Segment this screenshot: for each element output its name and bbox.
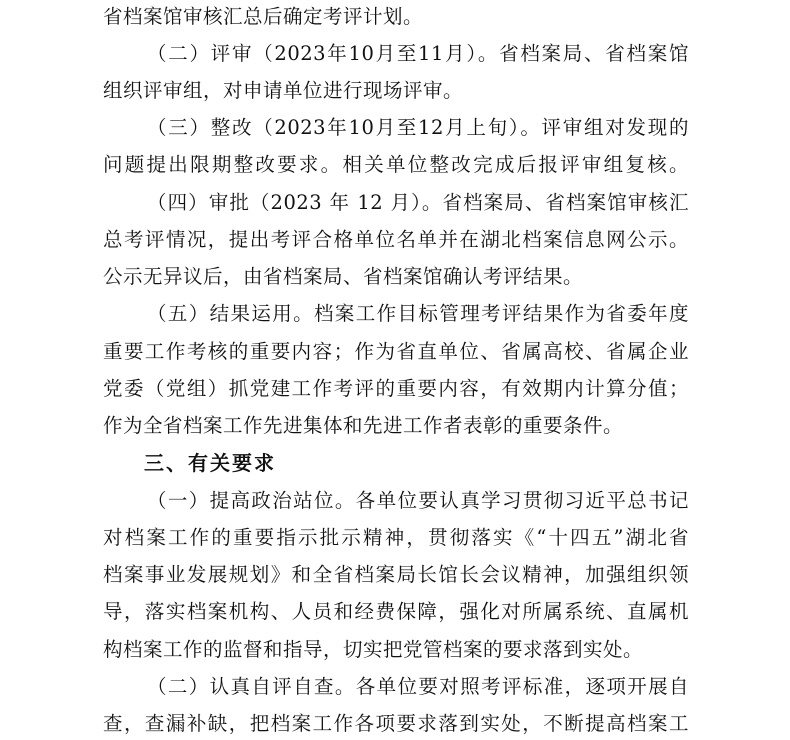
text-line: （三）整改（2023年10月至12月上旬）。评审组对发现的 — [147, 116, 689, 139]
text-line: 查，查漏补缺，把档案工作各项要求落到实处，不断提高档案工 — [103, 712, 689, 735]
text-line: （五）结果运用。档案工作目标管理考评结果作为省委年度 — [147, 302, 689, 325]
text-line: （一）提高政治站位。各单位要认真学习贯彻习近平总书记 — [147, 489, 689, 512]
text-line: （四）审批（2023 年 12 月）。省档案局、省档案馆审核汇 — [147, 191, 689, 214]
section-heading: 三、有关要求 — [144, 451, 276, 475]
text-line: 构档案工作的监督和指导，切实把党管档案的要求落到实处。 — [103, 638, 644, 661]
text-line: 重要工作考核的重要内容；作为省直单位、省属高校、省属企业 — [103, 340, 689, 363]
text-line: 公示无异议后，由省档案局、省档案馆确认考评结果。 — [103, 265, 584, 288]
text-line: 作为全省档案工作先进集体和先进工作者表彰的重要条件。 — [103, 414, 624, 437]
text-line: （二）评审（2023年10月至11月）。省档案局、省档案馆 — [147, 42, 689, 65]
text-line: 党委（党组）抓党建工作考评的重要内容，有效期内计算分值； — [103, 377, 689, 400]
text-line: （二）认真自评自查。各单位要对照考评标准，逐项开展自 — [147, 675, 689, 698]
text-line: 档案事业发展规划》和全省档案局长馆长会议精神，加强组织领 — [103, 563, 689, 586]
text-line: 导，落实档案机构、人员和经费保障，强化对所属系统、直属机 — [103, 600, 689, 623]
text-line: 总考评情况，提出考评合格单位名单并在湖北档案信息网公示。 — [103, 228, 689, 251]
text-line: 问题提出限期整改要求。相关单位整改完成后报评审组复核。 — [103, 153, 689, 176]
text-line: 组织评审组，对申请单位进行现场评审。 — [103, 79, 464, 102]
text-line: 对档案工作的重要指示批示精神，贯彻落实《“十四五”湖北省 — [103, 526, 689, 549]
text-line: 省档案馆审核汇总后确定考评计划。 — [103, 5, 424, 28]
